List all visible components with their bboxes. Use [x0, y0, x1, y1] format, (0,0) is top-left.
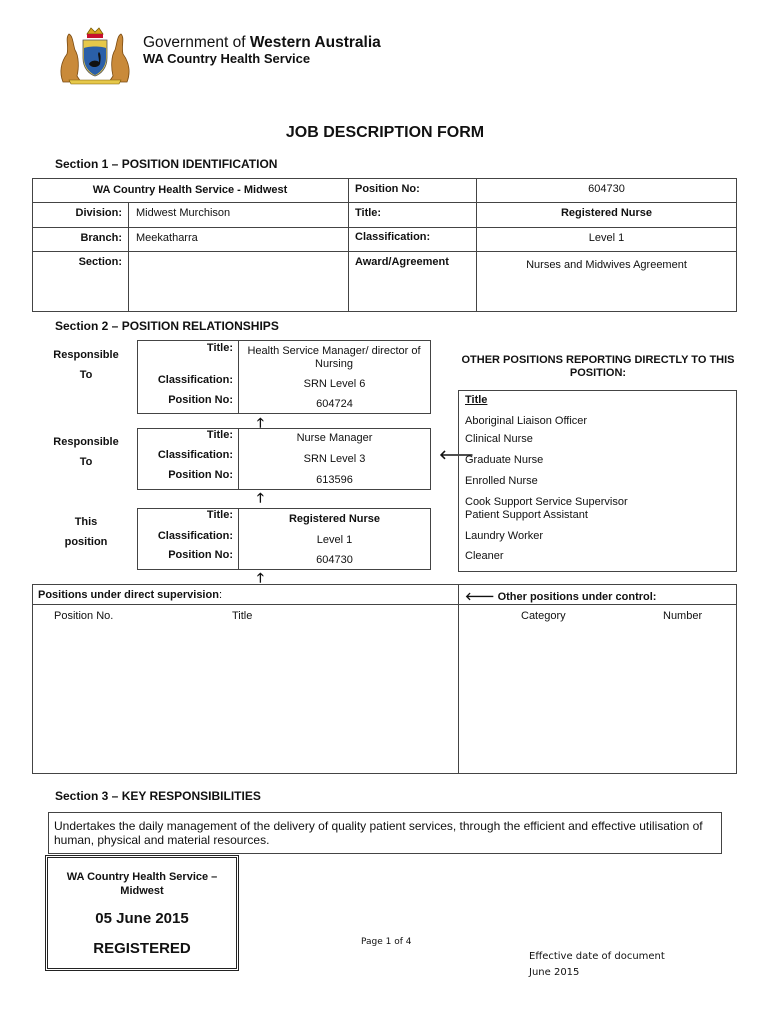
award-label: Award/Agreement — [355, 256, 449, 268]
branch-label: Branch: — [80, 232, 122, 244]
other-position-item: Cook Support Service Supervisor — [465, 496, 628, 508]
box3-title-label: Title: — [206, 509, 233, 521]
col-category: Category — [521, 610, 566, 622]
box2-title: Nurse Manager — [296, 432, 373, 444]
responsible-to-label-1: Responsible To — [53, 349, 119, 381]
stamp-org: WA Country Health Service – Midwest — [66, 871, 218, 897]
box3-position-no: 604730 — [316, 554, 353, 566]
other-position-item: Laundry Worker — [465, 530, 544, 542]
classification-value: Level 1 — [588, 232, 625, 244]
award-value: Nurses and Midwives Agreement — [526, 259, 687, 271]
branch-value: Meekatharra — [136, 232, 198, 244]
box1-position-no: 604724 — [316, 398, 353, 410]
division-value: Midwest Murchison — [136, 207, 231, 219]
box1-title-label: Title: — [206, 342, 233, 354]
responsible-to-label-2: Responsible To — [53, 436, 119, 468]
arrow-left-icon: 🡐 — [465, 591, 495, 603]
arrow-up-icon: 🡑 — [257, 570, 264, 585]
box2-classification-label: Classification: — [157, 449, 233, 461]
other-positions-title-header: Title — [465, 394, 488, 406]
section-label: Section: — [78, 256, 122, 268]
other-position-item: Clinical Nurse — [465, 433, 533, 445]
box1-title: Health Service Manager/ director of Nursing — [247, 345, 421, 370]
position-no-value: 604730 — [588, 183, 625, 195]
box3-title: Registered Nurse — [288, 513, 381, 525]
form-title: JOB DESCRIPTION FORM — [285, 124, 485, 141]
key-responsibilities-text: Undertakes the daily management of the delivery of quality patient services, through the efficient and effective utilisation of human, physical and material resources. — [54, 819, 703, 847]
other-position-item: Enrolled Nurse — [465, 475, 538, 487]
position-identification-table — [32, 178, 737, 312]
position-no-label: Position No: — [355, 183, 420, 195]
effective-date-label: Effective date of document — [529, 951, 665, 962]
title-value: Registered Nurse — [560, 207, 653, 219]
other-position-item: Graduate Nurse — [465, 454, 544, 466]
arrow-left-icon: 🡐 — [439, 447, 474, 462]
supervision-table — [32, 584, 737, 774]
coat-of-arms-logo — [55, 24, 135, 86]
other-control-label: 🡐 Other positions under control: — [465, 591, 657, 603]
other-positions-heading: OTHER POSITIONS REPORTING DIRECTLY TO THIS POSITION: — [461, 354, 735, 379]
other-position-item: Cleaner — [465, 550, 504, 562]
stamp-date: 05 June 2015 — [95, 910, 189, 927]
under-supervision-label: Positions under direct supervision: — [38, 589, 222, 601]
box2-position-no: 613596 — [316, 474, 353, 486]
title-label: Title: — [355, 207, 382, 219]
box2-position-no-label: Position No: — [168, 469, 233, 481]
box1-position-no-label: Position No: — [168, 394, 233, 406]
box3-position-no-label: Position No: — [168, 549, 233, 561]
division-label: Division: — [75, 207, 122, 219]
col-number: Number — [663, 610, 703, 622]
other-position-item: Patient Support Assistant — [465, 509, 588, 521]
arrow-up-icon: 🡑 — [257, 490, 264, 505]
box2-classification: SRN Level 3 — [303, 453, 366, 465]
box1-classification: SRN Level 6 — [303, 378, 366, 390]
col-title: Title — [232, 610, 253, 622]
registration-stamp — [45, 855, 239, 971]
section2-heading: Section 2 – POSITION RELATIONSHIPS — [55, 319, 279, 333]
box3-classification-label: Classification: — [157, 530, 233, 542]
other-position-item: Aboriginal Liaison Officer — [465, 415, 588, 427]
page-number: Page 1 of 4 — [361, 937, 412, 947]
section3-heading: Section 3 – KEY RESPONSIBILITIES — [55, 789, 261, 803]
org-unit: WA Country Health Service - Midwest — [92, 184, 288, 196]
section1-heading: Section 1 – POSITION IDENTIFICATION — [55, 157, 278, 171]
box2-title-label: Title: — [206, 429, 233, 441]
box3-classification: Level 1 — [316, 534, 353, 546]
effective-date-value: June 2015 — [529, 967, 580, 978]
classification-label: Classification: — [355, 231, 431, 243]
org-name: Government of Western Australia — [143, 34, 381, 51]
arrow-up-icon: 🡑 — [257, 415, 264, 430]
stamp-status: REGISTERED — [93, 940, 191, 957]
box1-classification-label: Classification: — [157, 374, 233, 386]
col-position-no: Position No. — [54, 610, 114, 622]
org-subname: WA Country Health Service — [143, 51, 311, 66]
this-position-label: This position — [64, 516, 108, 548]
